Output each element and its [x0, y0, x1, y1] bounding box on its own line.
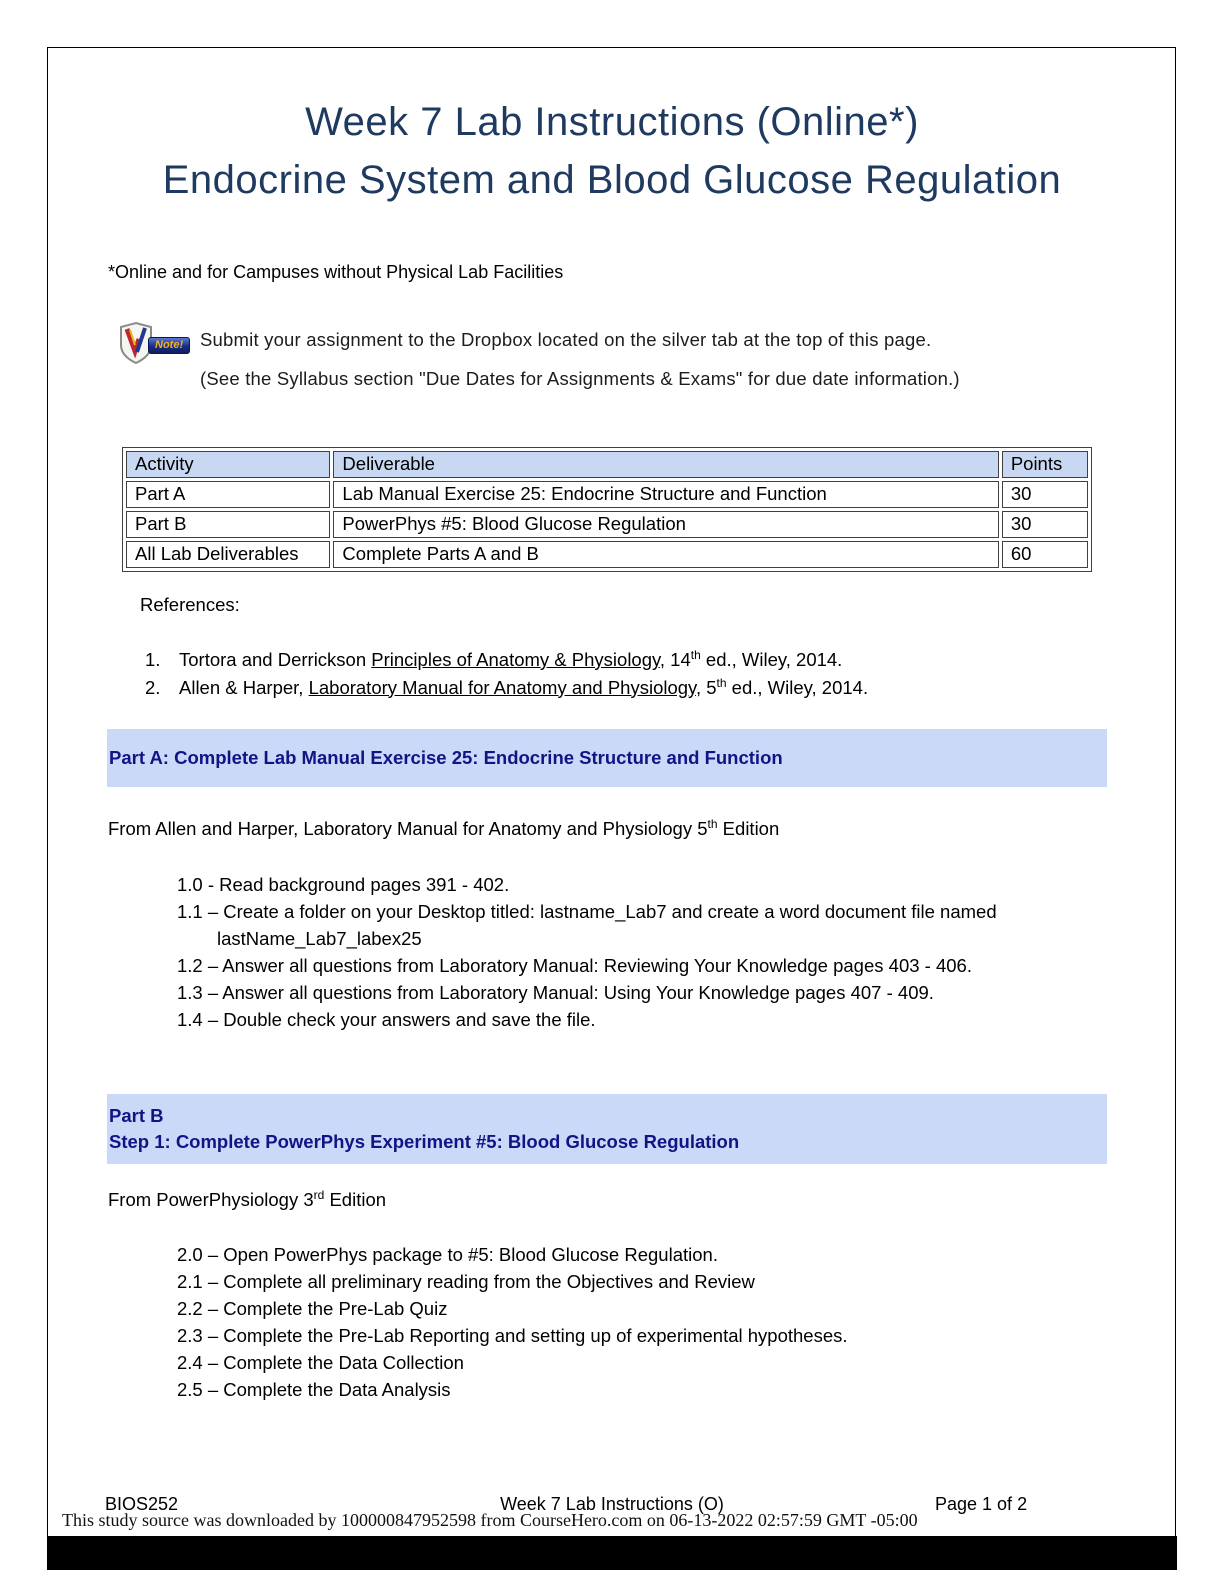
part-b-banner-line2: Step 1: Complete PowerPhys Experiment #5: Blood Glucose Regulation [109, 1131, 740, 1152]
cell-deliverable: Lab Manual Exercise 25: Endocrine Structure and Function [333, 481, 998, 508]
step-item: 1.1 – Create a folder on your Desktop titled: lastname_Lab7 and create a word document file named lastName_Lab7_labex25 [177, 901, 997, 949]
note-icon [118, 321, 196, 367]
step-item: 1.0 - Read background pages 391 - 402. [177, 874, 510, 895]
reference-number: 1. [145, 649, 161, 670]
part-b-source-line [108, 1189, 386, 1211]
column-header-activity: Activity [126, 451, 330, 478]
reference-title-underlined: Principles of Anatomy & Physiology [371, 649, 660, 670]
reference-publisher: ed., Wiley, 2014. [700, 649, 843, 670]
references-heading: References: [140, 594, 240, 615]
step-item: 1.4 – Double check your answers and save the file. [177, 1009, 596, 1030]
points-table [122, 447, 1092, 572]
part-b-steps-list [177, 1241, 1102, 1403]
cell-deliverable: Complete Parts A and B [333, 541, 998, 568]
table-header-row [126, 451, 1088, 478]
part-b-source-text: From PowerPhysiology 3 [108, 1189, 314, 1210]
reference-title-underlined: Laboratory Manual for Anatomy and Physiology [308, 676, 696, 698]
step-item: 2.4 – Complete the Data Collection [177, 1352, 464, 1373]
cell-activity: All Lab Deliverables [126, 541, 330, 568]
reference-number: 2. [145, 676, 161, 698]
references-list [145, 646, 868, 701]
step-item: 2.5 – Complete the Data Analysis [177, 1379, 451, 1400]
online-footnote: *Online and for Campuses without Physical Lab Facilities [108, 262, 564, 282]
part-b-source-superscript: rd [313, 1187, 325, 1202]
cell-activity: Part A [126, 481, 330, 508]
table-row [126, 541, 1088, 568]
part-a-banner-text: Part A: Complete Lab Manual Exercise 25: Endocrine Structure and Function [109, 747, 783, 768]
reference-item [145, 674, 868, 702]
footer-document-name: Week 7 Lab Instructions (O) [500, 1494, 724, 1514]
table-row [126, 511, 1088, 538]
note-text-line1: Submit your assignment to the Dropbox located on the silver tab at the top of this page. [200, 329, 932, 350]
document-title-line2: Endocrine System and Blood Glucose Regulation [162, 158, 1062, 202]
part-a-source-line [108, 818, 779, 840]
part-a-section-banner [107, 729, 1107, 787]
step-item: 2.3 – Complete the Pre-Lab Reporting and setting up of experimental hypotheses. [177, 1325, 848, 1346]
coursehero-watermark: This study source was downloaded by 100000847952598 from CourseHero.com on 06-13-2022 02:57:59 GMT -05:00 [62, 1510, 918, 1530]
table-row [126, 481, 1088, 508]
column-header-points: Points [1002, 451, 1088, 478]
bottom-black-bar [47, 1536, 1177, 1570]
step-item: 1.2 – Answer all questions from Laboratory Manual: Reviewing Your Knowledge pages 403 - 406. [177, 955, 972, 976]
document-title-line1: Week 7 Lab Instructions (Online*) [305, 100, 919, 144]
footer-page-number: Page 1 of 2 [935, 1494, 1028, 1514]
cell-points: 60 [1002, 541, 1088, 568]
cell-points: 30 [1002, 481, 1088, 508]
reference-text [179, 646, 842, 674]
part-b-source-suffix: Edition [324, 1189, 387, 1210]
footer-course-code: BIOS252 [105, 1494, 179, 1514]
note-text-line2: (See the Syllabus section "Due Dates for Assignments & Exams" for due date information.) [200, 368, 960, 389]
reference-item [145, 646, 868, 674]
cell-activity: Part B [126, 511, 330, 538]
note-badge: Note! [148, 337, 190, 354]
reference-edition-prefix: , 5 [695, 676, 717, 698]
part-b-banner-line1: Part B [109, 1105, 164, 1126]
step-item: 2.1 – Complete all preliminary reading from the Objectives and Review [177, 1271, 755, 1292]
cell-points: 30 [1002, 511, 1088, 538]
column-header-deliverable: Deliverable [333, 451, 998, 478]
part-a-source-text: From Allen and Harper, Laboratory Manual for Anatomy and Physiology 5 [108, 818, 708, 839]
part-a-source-superscript: th [707, 816, 718, 831]
part-b-section-banner [107, 1094, 1107, 1164]
reference-text [179, 674, 868, 702]
step-item: 2.2 – Complete the Pre-Lab Quiz [177, 1298, 448, 1319]
step-item: 2.0 – Open PowerPhys package to #5: Blood Glucose Regulation. [177, 1244, 718, 1265]
part-a-steps-list [177, 871, 1102, 1033]
cell-deliverable: PowerPhys #5: Blood Glucose Regulation [333, 511, 998, 538]
step-item: 1.3 – Answer all questions from Laboratory Manual: Using Your Knowledge pages 407 - 409. [177, 982, 934, 1003]
reference-ordinal-superscript: th [716, 675, 727, 690]
reference-publisher: ed., Wiley, 2014. [726, 676, 869, 698]
reference-edition-prefix: , 14 [659, 649, 691, 670]
reference-authors: Tortora and Derrickson [179, 649, 372, 670]
part-a-source-suffix: Edition [717, 818, 780, 839]
reference-authors: Allen & Harper, [179, 676, 309, 698]
reference-ordinal-superscript: th [690, 647, 701, 662]
